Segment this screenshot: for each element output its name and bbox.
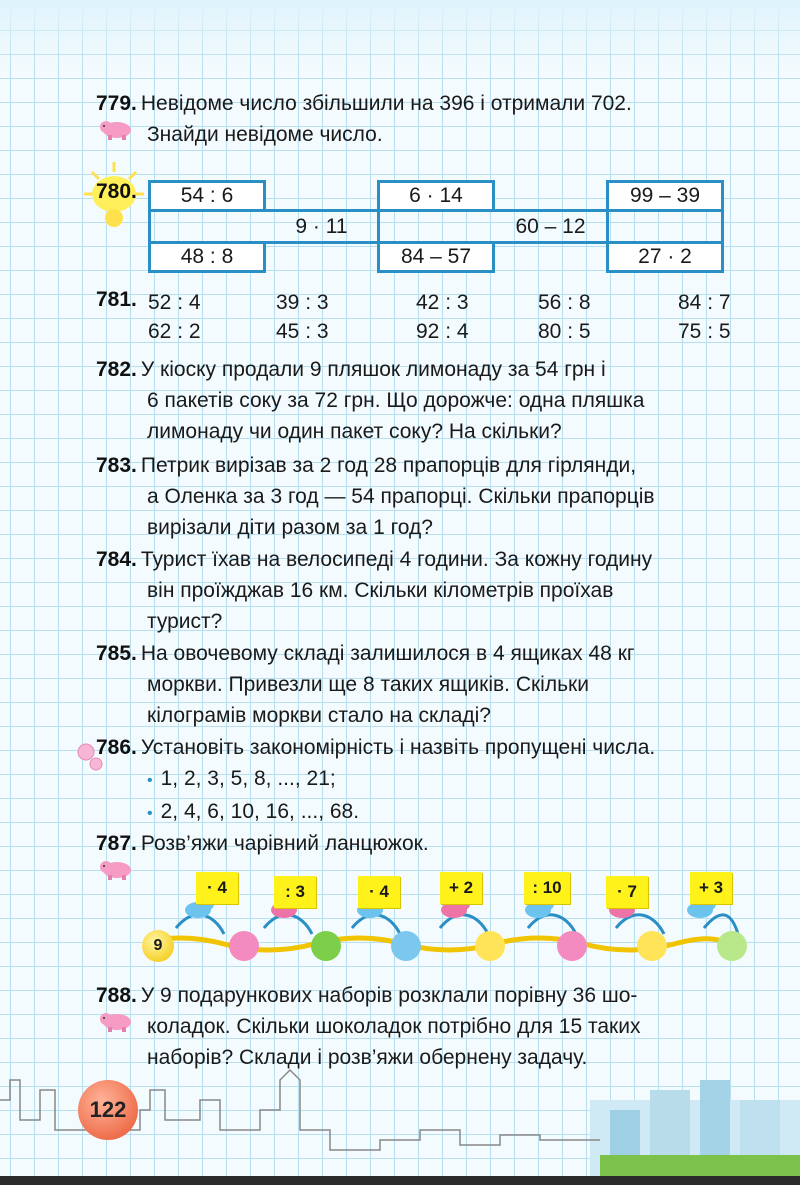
sequence: 2, 4, 6, 10, 16, ..., 68. [160, 800, 360, 823]
expression-box: 84 – 57 [377, 241, 495, 273]
sequence: 1, 2, 3, 5, 8, ..., 21; [160, 767, 336, 790]
problem-text: У кіоску продали 9 пляшок лимонаду за 54 грн і [140, 358, 606, 381]
problem-number: 788. [96, 984, 137, 1007]
problem-text: моркви. Привезли ще 8 таких ящиків. Скільки [147, 673, 589, 696]
problem-text: На овочевому складі залишилося в 4 ящиках 48 кг [140, 642, 635, 665]
expression-column [148, 288, 201, 346]
pig-icon [98, 858, 134, 880]
problem-text: турист? [147, 610, 223, 633]
expression-box: 48 : 8 [148, 241, 266, 273]
arrow [440, 915, 488, 934]
problem-782 [96, 354, 756, 447]
expression-column [276, 288, 329, 346]
problem-786 [96, 732, 756, 829]
expression-column [538, 288, 591, 346]
problem-text: Розв’яжи чарівний ланцюжок. [140, 832, 429, 855]
problem-number: 782. [96, 358, 137, 381]
expression: 45 : 3 [276, 320, 329, 343]
problem-text: кілограмів моркви стало на складі? [147, 704, 491, 727]
operation-label: · 7 [606, 876, 648, 908]
expression: 52 : 4 [148, 291, 201, 314]
problem-text: наборів? Склади і розв’яжи обернену задачу. [147, 1046, 588, 1069]
expression: 56 : 8 [538, 291, 591, 314]
expression-box: 9 · 11 [263, 209, 380, 244]
problem-number: 779. [96, 92, 137, 115]
box-connector [148, 209, 151, 244]
operation-label: : 10 [524, 872, 570, 904]
problem-text: Невідоме число збільшили на 396 і отримали 702. [140, 92, 632, 115]
expression-column [416, 288, 469, 346]
box-connector [377, 209, 380, 244]
problem-text: коладок. Скільки шоколадок потрібно для 15 таких [147, 1015, 641, 1038]
problem-784 [96, 544, 756, 637]
bottom-bar [0, 1176, 800, 1185]
operation-label: + 2 [440, 872, 482, 904]
problem-text: лимонаду чи один пакет соку? На скільки? [147, 420, 562, 443]
box-connector [721, 209, 724, 244]
expression-column [678, 288, 731, 346]
expression-box: 99 – 39 [606, 180, 724, 212]
chain-ball [637, 931, 667, 961]
chain-ball [391, 931, 421, 961]
problem-number: 787. [96, 832, 137, 855]
expression: 84 : 7 [678, 291, 731, 314]
problem-text: Установіть закономірність і назвіть пропущені числа. [140, 736, 656, 759]
problem-number: 785. [96, 642, 137, 665]
operation-label: · 4 [196, 872, 238, 904]
expression-box: 6 · 14 [377, 180, 495, 212]
problem-text: Знайди невідоме число. [147, 123, 383, 146]
expression: 42 : 3 [416, 291, 469, 314]
problem-783 [96, 450, 756, 543]
problem-787 [96, 828, 756, 859]
problem-number: 781. [96, 288, 137, 311]
problem-text: а Оленка за 3 год — 54 прапорці. Скільки прапорців [147, 485, 655, 508]
problem-number: 783. [96, 454, 137, 477]
box-connector [606, 209, 609, 244]
problem-785 [96, 638, 756, 731]
problem-number: 784. [96, 548, 137, 571]
problem-text: він проїжджав 16 км. Скільки кілометрів проїхав [147, 579, 614, 602]
bullet-icon: • [147, 772, 153, 789]
problem-text: вирізали діти разом за 1 год? [147, 516, 433, 539]
chain-ball [311, 931, 341, 961]
expression-box: 27 · 2 [606, 241, 724, 273]
chain-ball [229, 931, 259, 961]
expression-box: 60 – 12 [492, 209, 609, 244]
expression: 92 : 4 [416, 320, 469, 343]
expression-box: 54 : 6 [148, 180, 266, 212]
operation-label: + 3 [690, 872, 732, 904]
expression: 62 : 2 [148, 320, 201, 343]
bullet-icon: • [147, 805, 153, 822]
expression: 39 : 3 [276, 291, 329, 314]
arrow [352, 915, 400, 934]
chain-start-value: 9 [142, 930, 174, 962]
problem-779 [96, 88, 756, 150]
page-number: 122 [78, 1080, 138, 1140]
arrow [264, 915, 312, 934]
problem-text: 6 пакетів соку за 72 грн. Що дорожче: одна пляшка [147, 389, 645, 412]
chain-ball [475, 931, 505, 961]
operation-label: : 3 [274, 876, 316, 908]
problem-number: 786. [96, 736, 137, 759]
problem-text: У 9 подарункових наборів розклали порівну 36 шо- [140, 984, 638, 1007]
chain-ball [717, 931, 747, 961]
problem-text: Турист їхав на велосипеді 4 години. За кожну годину [140, 548, 653, 571]
operation-label: · 4 [358, 876, 400, 908]
chain-ball [557, 931, 587, 961]
expression: 80 : 5 [538, 320, 591, 343]
problem-number: 780. [96, 180, 137, 203]
problem-text: Петрик вирізав за 2 год 28 прапорців для гірлянди, [140, 454, 637, 477]
expression: 75 : 5 [678, 320, 731, 343]
